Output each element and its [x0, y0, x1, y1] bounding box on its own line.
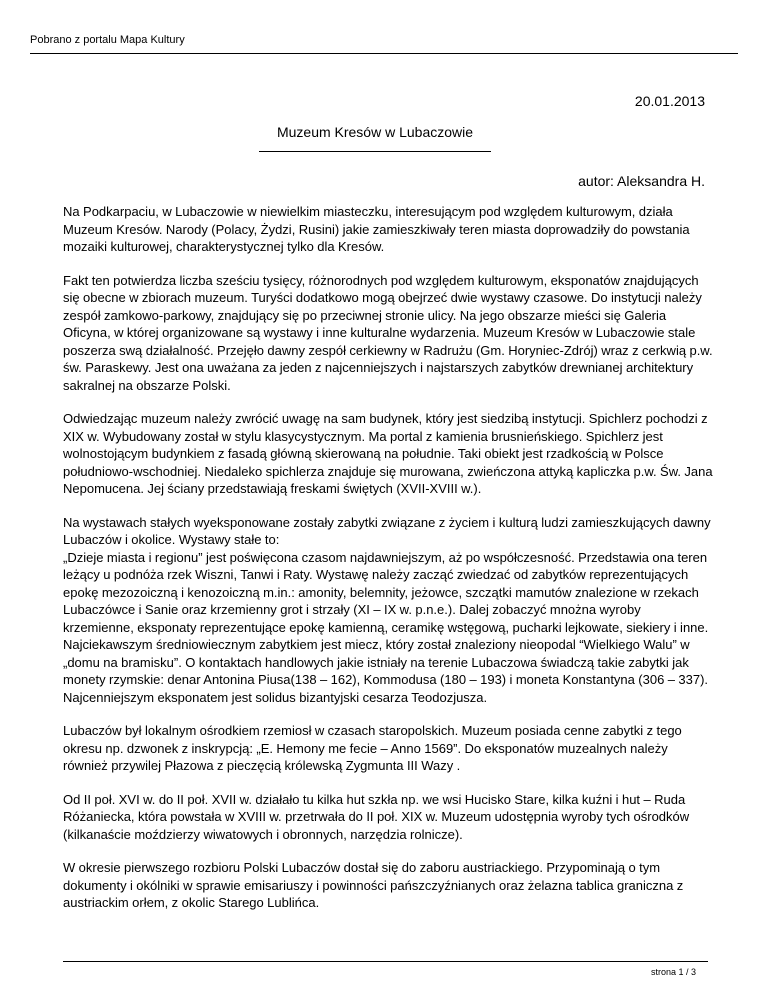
paragraph: Od II poł. XVI w. do II poł. XVII w. działało tu kilka hut szkła np. we wsi Hucisko Stare, kilka kuźni i hut – Ruda Różaniecka, która powstała w XVIII w. przetrwała do II poł. XIX w. Muzeum udostępnia wyroby tych ośrodków (kilkanaście moździerzy wiwatowych i obronnych, narzędzia rolnicze). [63, 791, 690, 842]
page-number: strona 1 / 3 [650, 967, 696, 977]
document-date: 20.01.2013 [634, 93, 705, 109]
page-source-header: Pobrano z portalu Mapa Kultury [30, 34, 185, 46]
document-title: Muzeum Kresów w Lubaczowie [276, 124, 474, 140]
footer-divider [63, 961, 708, 962]
paragraph: W okresie pierwszego rozbioru Polski Lubaczów dostał się do zaboru austriackiego. Przypominają o tym dokumenty i okólniki w sprawie emisariuszy i powinności pańszczyźnianych oraz żelazna tablica graniczna z austriackim orłem, z okolic Starego Lublińca. [63, 860, 684, 910]
paragraph: Lubaczów był lokalnym ośrodkiem rzemiosł w czasach staropolskich. Muzeum posiada cenne zabytki z tego okresu np. dzwonek z inskrypcją: „E. Hemony me fecie – Anno 1569”. Do eksponatów muzealnych należy również przywilej Płazowa z pieczęcią królewską Zygmunta III Wazy . [63, 723, 682, 773]
paragraph: Odwiedzając muzeum należy zwrócić uwagę na sam budynek, który jest siedzibą instytucji. Spichlerz pochodzi z XIX w. Wybudowany został w stylu klasycystycznym. Ma portal z kamienia brusnieńskiego. Spichlerz jest wolnostojącym budynkiem z fasadą główną skierowaną na południe. Taki obiekt jest rzadkością w Polsce południowo-wschodniej. Niedaleko spichlerza znajduje się murowana, zwieńczona attyką kapliczka p.w. Św. Jana Nepomucena. Jej ściany przedstawiają freskami świętych (XVII-XVIII w.). [63, 411, 713, 496]
title-underline [259, 151, 491, 152]
document-author: autor: Aleksandra H. [578, 173, 705, 189]
header-divider [30, 53, 738, 54]
paragraph: Na Podkarpaciu, w Lubaczowie w niewielkim miasteczku, interesującym pod względem kulturowym, działa Muzeum Kresów. Narody (Polacy, Żydzi, Rusini) jakie zamieszkiwały teren miasta doprowadziły do powstania mozaiki kulturowej, charakterystycznej tylko dla Kresów. [63, 204, 690, 254]
paragraph: „Dzieje miasta i regionu” jest poświęcona czasom najdawniejszym, aż po współczesność. Przedstawia ona teren leżący u podnóża rzek Wiszni, Tanwi i Raty. Wystawę należy zacząć zwiedzać od zabytków reprezentujących epokę mezozoiczną i kenozoiczną m.in.: amonity, belemnity, jeżowce, szczątki mamutów znalezione w rzekach Lubaczówce i Sanie oraz krzemienny grot i strzały (XI – IX w. p.n.e.). Dalej zobaczyć mnożna wyroby krzemienne, eksponaty reprezentujące epokę kamienną, ceramikę wstęgową, pucharki lejkowate, siekiery i inne. [63, 549, 709, 635]
paragraph: Fakt ten potwierdza liczba sześciu tysięcy, różnorodnych pod względem kulturowym, eksponatów znajdujących się obecne w zbiorach muzeum. Turyści dodatkowo mogą obejrzeć dwie wystawy czasowe. Do instytucji należy zespół zamkowo-parkowy, znajdujący się po przeciwnej stronie ulicy. Na jego obszarze mieści się Galeria Oficyna, w której organizowane są wystawy i inne kulturalne wydarzenia. Muzeum Kresów w Lubaczowie stale poszerza swą działalność. Przejęło dawny zespół cerkiewny w Radrużu (Gm. Horyniec-Zdrój) wraz z cerkwią p.w. św. Paraskewy. Jest ona uważana za jeden z najcenniejszych i najstarszych zabytków drewnianej architektury sakralnej na obszarze Polski. [63, 272, 713, 393]
paragraph: Najciekawszym średniowiecznym zabytkiem jest miecz, który został znaleziony nieopodal “Wielkiego Walu” w „domu na bramisku”. O kontaktach handlowych jakie istniały na terenie Lubaczowa świadczą takie zabytki jak monety rzymskie: denar Antonina Piusa(138 – 162), Kommodusa (180 – 193) i moneta Konstantyna (306 – 337). Najcenniejszym eksponatem jest solidus bizantyjski cesarza Teodozjusza. [63, 637, 709, 705]
document-body [63, 203, 713, 928]
paragraph: Na wystawach stałych wyeksponowane zostały zabytki związane z życiem i kulturą ludzi zamieszkujących dawny Lubaczów i okolice. Wystawy stałe to: [63, 514, 711, 547]
